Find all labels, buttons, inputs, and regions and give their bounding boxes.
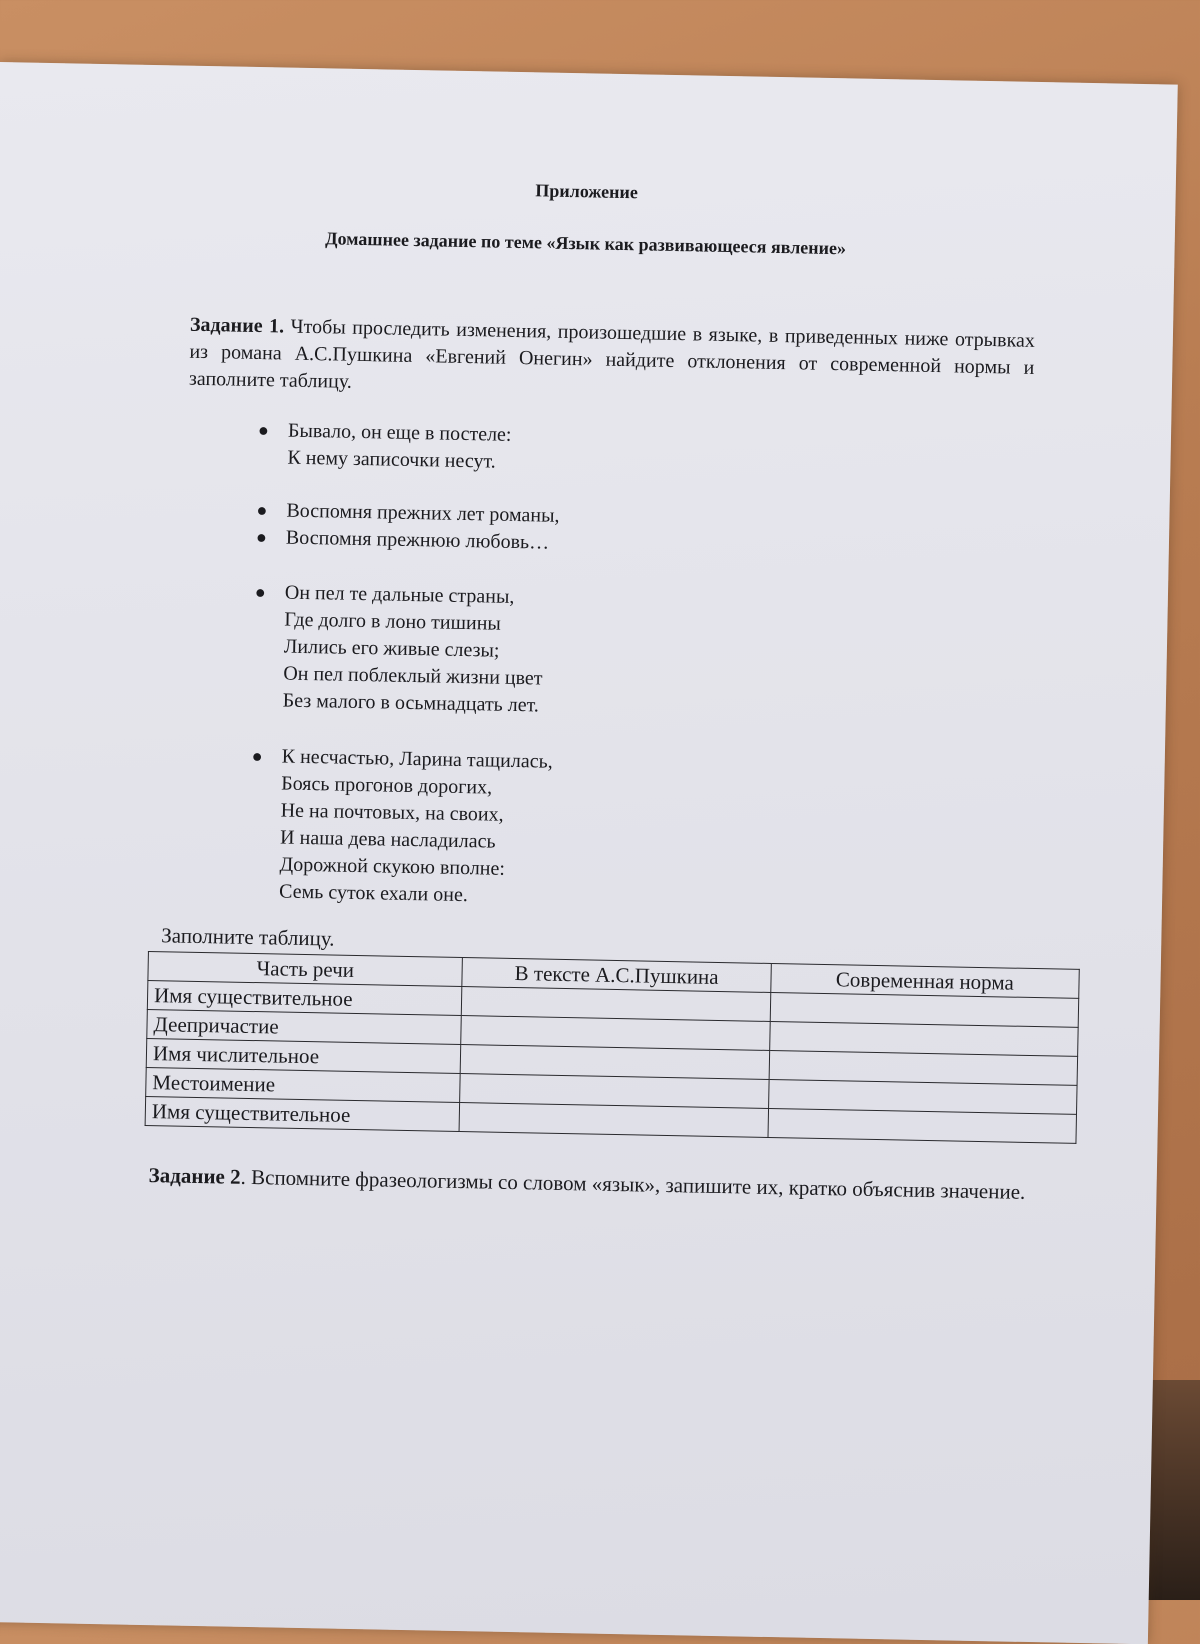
verse-line: К нему записочки несут. <box>287 446 496 473</box>
verse-line: Семь суток ехали оне. <box>278 880 469 907</box>
verse-line: И наша дева насладилась <box>279 826 496 853</box>
excerpt-1 <box>257 417 512 476</box>
verse-line: Лились его живые слезы; <box>283 635 500 662</box>
page-subtitle: Домашнее задание по теме «Язык как развивающееся явление» <box>325 228 847 259</box>
verse-line: Воспомня прежнюю любовь… <box>285 526 550 554</box>
bullet-icon: ● <box>256 500 268 521</box>
verse-line: Дорожной скукою вполне: <box>279 853 506 880</box>
task-2-text: . Вспомните фразеологизмы со словом «язык», запишите их, кратко объяснив значение. <box>240 1164 1026 1204</box>
column-header: Современная норма <box>770 963 1079 998</box>
verse-line: Без малого в осьмнадцать лет. <box>282 689 540 717</box>
part-of-speech-cell: Имя числительное <box>146 1038 461 1073</box>
verse-line: Не на почтовых, на своих, <box>280 799 504 826</box>
task-1-text: Чтобы проследить изменения, произошедшие в языке, в приведенных ниже отрывках из романа А.С.Пушкина «Евгений Онегин» найдите отклонения от современной нормы и заполните таблицу. <box>188 315 1036 393</box>
verse-line: Где долго в лоно тишины <box>284 608 502 635</box>
modern-norm-cell[interactable] <box>768 1108 1077 1143</box>
bullet-icon: ● <box>251 745 263 767</box>
verse-line: Бывало, он еще в постеле: <box>287 419 512 446</box>
table-instruction: Заполните таблицу. <box>161 923 335 951</box>
answer-table <box>145 951 1080 1144</box>
excerpt-3 <box>253 579 545 720</box>
bullet-icon: ● <box>254 581 266 603</box>
part-of-speech-cell: Местоимение <box>146 1067 461 1102</box>
part-of-speech-cell: Деепричастие <box>147 1010 462 1045</box>
verse-line: К несчастью, Ларина тащилась, <box>281 745 553 773</box>
excerpt-4 <box>249 743 553 911</box>
pushkin-text-cell[interactable] <box>459 1103 768 1138</box>
verse-line: Он пел поблеклый жизни цвет <box>283 662 543 690</box>
verse-line: Боясь прогонов дорогих, <box>280 772 493 799</box>
part-of-speech-cell: Имя существительное <box>145 1096 460 1131</box>
task-1-label: Задание 1. <box>189 313 285 338</box>
column-header: Часть речи <box>148 952 463 987</box>
task-1 <box>189 312 1035 409</box>
bullet-icon: ● <box>257 420 270 441</box>
verse-line: Он пел те дальные страны, <box>284 581 515 608</box>
paper-sheet <box>0 62 1178 1644</box>
task-2-label: Задание 2 <box>148 1163 241 1189</box>
bullet-icon: ● <box>255 527 267 548</box>
verse-line: Воспомня прежних лет романы, <box>286 499 560 527</box>
column-header: В тексте А.С.Пушкина <box>462 958 771 993</box>
part-of-speech-cell: Имя существительное <box>147 981 462 1016</box>
page-title: Приложение <box>535 180 639 203</box>
excerpt-2 <box>256 497 560 557</box>
task-2 <box>148 1160 1068 1208</box>
